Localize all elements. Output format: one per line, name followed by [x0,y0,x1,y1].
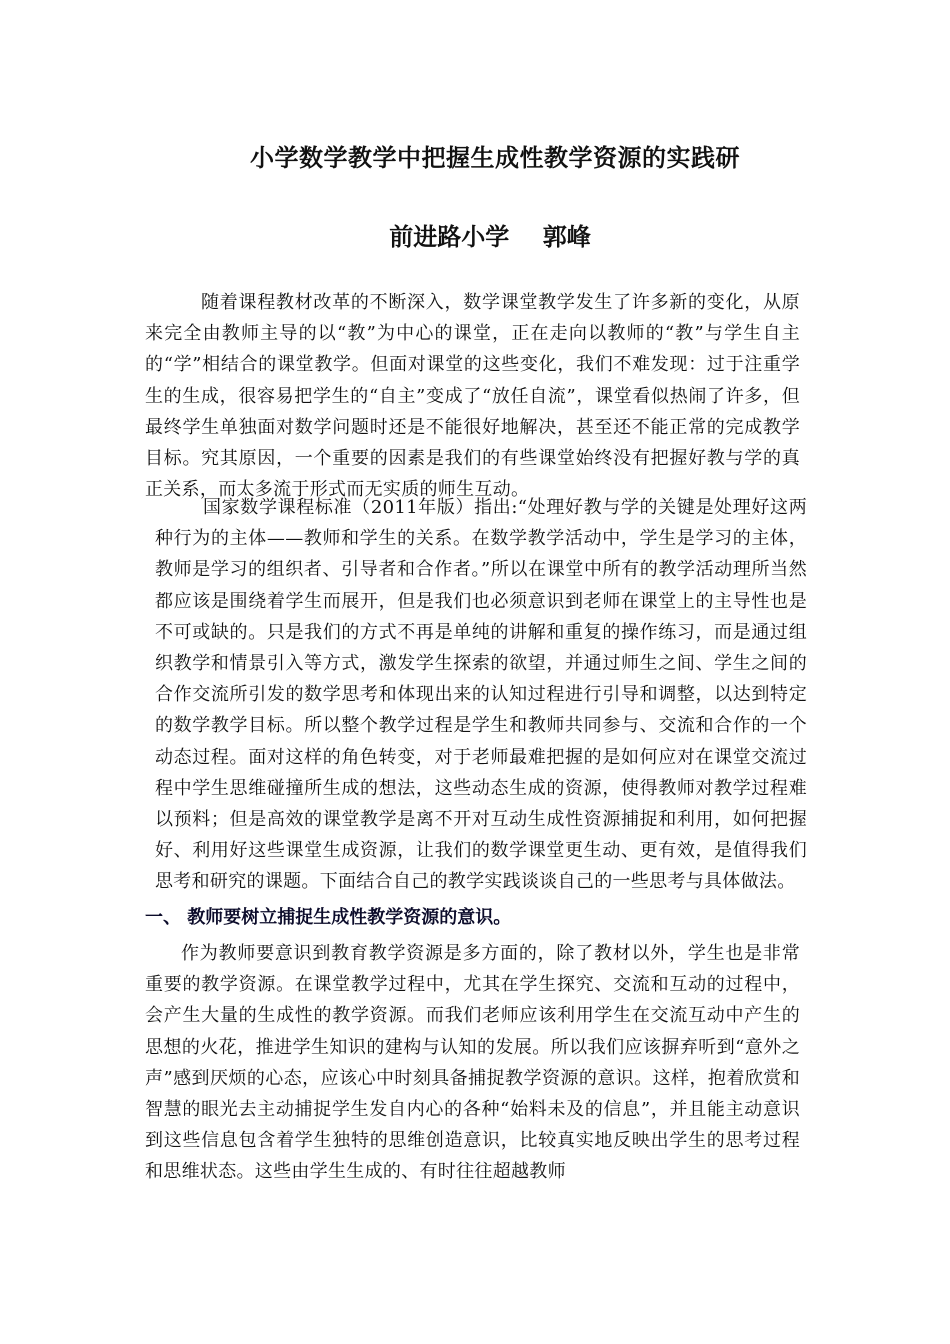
document-title: 小学数学教学中把握生成性教学资源的实践研 [250,143,740,172]
section-heading: 一、 教师要树立捕捉生成性教学资源的意识。 [145,907,512,928]
section-paragraph: 作为教师要意识到教育教学资源是多方面的，除了教材以外，学生也是非常重要的教学资源。在课堂教学过程中，尤其在学生探究、交流和互动的过程中，会产生大量的生成性的教学资源。而我们老师应该利用学生在交流互动中产生的思想的火花，推进学生知识的建构与认知的发展。所以我们应该摒弃听到“意外之声”感到厌烦的心态，应该心中时刻具备捕捉教学资源的意识。这样，抱着欣赏和智慧的眼光去主动捕捉学生发自内心的各种“始料未及的信息”，并且能主动意识到这些信息包含着学生独特的思维创造意识，比较真实地反映出学生的思考过程和思维状态。这些由学生生成的、有时往往超越教师 [145,943,800,1183]
author-line: 前进路小学 郭峰 [389,222,591,251]
body-paragraph-intro: 随着课程教材改革的不断深入，数学课堂教学发生了许多新的变化，从原来完全由教师主导的以“教”为中心的课堂，正在走向以教师的“教”与学生自主的“学”相结合的课堂教学。但面对课堂的这些变化，我们不难发现：过于注重学生的生成，很容易把学生的“自主”变成了“放任自流”，课堂看似热闹了许多，但最终学生单独面对数学问题时还是不能很好地解决，甚至还不能正常的完成教学目标。究其原因，一个重要的因素是我们的有些课堂始终没有把握好教与学的真正关系，而太多流于形式而无实质的师生互动。 [145,292,800,501]
body-paragraph-standard: 国家数学课程标准（2011年版）指出:“处理好教与学的关键是处理好这两种行为的主体——教师和学生的关系。在数学教学活动中，学生是学习的主体，教师是学习的组织者、引导者和合作者。”所以在课堂中所有的教学活动理所当然都应该是围绕着学生而展开，但是我们也必须意识到老师在课堂上的主导性也是不可或缺的。只是我们的方式不再是单纯的讲解和重复的操作练习，而是通过组织教学和情景引入等方式，激发学生探索的欲望，并通过师生之间、学生之间的合作交流所引发的数学思考和体现出来的认知过程进行引导和调整，以达到特定的数学教学目标。所以整个教学过程是学生和教师共同参与、交流和合作的一个动态过程。面对这样的角色转变，对于老师最难把握的是如何应对在课堂交流过程中学生思维碰撞所生成的想法，这些动态生成的资源，使得教师对教学过程难以预料；但是高效的课堂教学是离不开对互动生成性资源捕捉和利用，如何把握好、利用好这些课堂生成资源，让我们的数学课堂更生动、更有效，是值得我们思考和研究的课题。下面结合自己的教学实践谈谈自己的一些思考与具体做法。 [155,497,807,893]
